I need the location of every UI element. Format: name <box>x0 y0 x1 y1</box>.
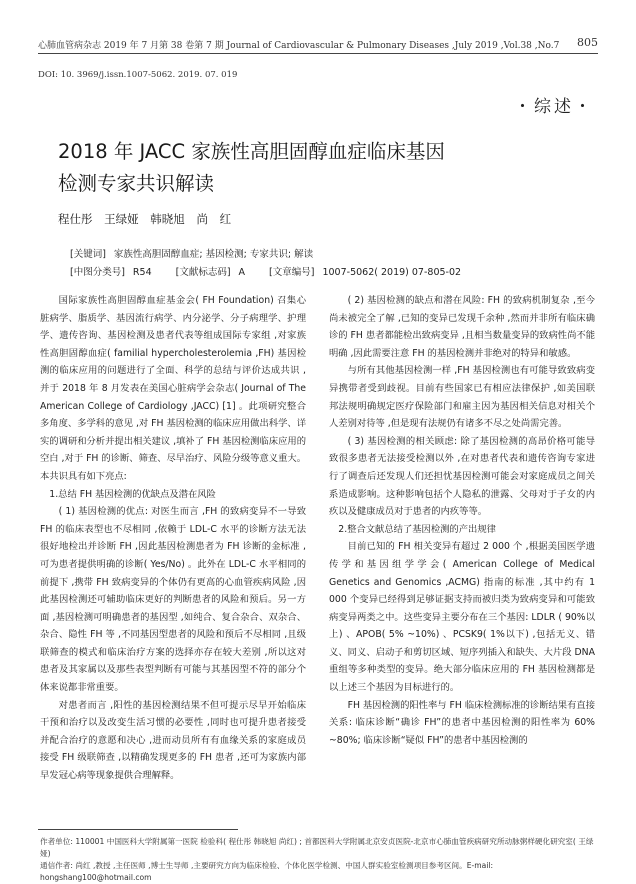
article-no-label: [文章编号] <box>269 267 315 278</box>
clc-value: R54 <box>132 267 152 278</box>
keywords-row <box>70 246 570 260</box>
doc-code-value: A <box>238 267 246 278</box>
paragraph-disadvantages: ( 2) 基因检测的缺点和潜在风险: FH 的致病机制复杂 ,至今尚未被完全了解 ,已知的变异已发现千余种 ,然而并非所有临床确诊的 FH 患者都能检出致病变异 ,且相当数量变异的致病性尚不能明确 ,因此需要注意 FH 的基因检测并非绝对的特异和敏感。 <box>329 295 595 359</box>
keywords-label: [关键词] <box>70 249 106 260</box>
left-column <box>40 292 306 785</box>
footnote-rule <box>38 829 238 830</box>
journal-header: 心肺血管病杂志 2019 年 7 月第 38 卷第 7 期 Journal of Cardiovascular & Pulmonary Diseases ,July 2019 ,Vol.38 ,No.7 <box>38 41 560 51</box>
title-line-2: 检测专家共识解读 <box>58 172 215 195</box>
footnotes <box>40 836 600 884</box>
section-heading-1: 1.总结 FH 基因检测的优缺点及潜在风险 <box>49 488 216 500</box>
paragraph-patients: 对患者而言 ,阳性的基因检测结果不但可提示尽早开始临床干预和治疗以及改变生活习惯的必要性 ,同时也可提升患者接受并配合治疗的意愿和决心 ,进而动员所有有血缘关系的家庭成员接受 FH 级联筛查 ,以精确发现更多的 FH 患者 ,还可为家族内部早发冠心病等现象提供合理解释。 <box>40 699 306 782</box>
clc-label: [中图分类号] <box>70 267 125 278</box>
title-line-1: 2018 年 JACC 家族性高胆固醇血症临床基因 <box>58 140 445 163</box>
doc-code-label: [文献标志码] <box>175 267 231 278</box>
classification-row <box>70 264 570 278</box>
paragraph-discrimination: 与所有其他基因检测一样 ,FH 基因检测也有可能导致致病变异携带者受到歧视。目前有些国家已有相应法律保护 ,如美国联邦法规明确规定医疗保险部门和雇主因为基因相关信息对相关个人差别对待等 ,但是现有法规仍有诸多不尽之处尚需完善。 <box>329 365 595 430</box>
paragraph-concerns: ( 3) 基因检测的相关顾虑: 除了基因检测的高昂价格可能导致很多患者无法接受检测以外 ,在对患者代表和遗传咨询专家进行了调查后还发现人们还担忧基因检测可能会对家庭成员之间关系造成影响。这种影响包括个人隐私的泄露、父母对于子女的内疚以及健康成员对于患者的内疚等等。 <box>329 435 595 518</box>
right-column <box>329 292 595 749</box>
footnote-correspondence: 通信作者: 尚红 ,教授 ,主任医师 ,博士生导师 ,主要研究方向为临床检验、个体化医学检测、中国人群实验室检测项目参考区间。E-mail: hongshang100@hotmail.com <box>40 861 494 882</box>
paragraph-advantages: ( 1) 基因检测的优点: 对医生而言 ,FH 的致病变异不一导致 FH 的临床表型也不尽相同 ,依赖于 LDL-C 水平的诊断方法无法很好地检出并诊断 FH ,因此基因检测患者为 FH 诊断的金标准 ,可为患者提供明确的诊断( Yes/No) 。此外在 LDL-C 水平相同的前提下 ,携带 FH 致病变异的个体仍有更高的心血管疾病风险 ,因此基因检测还可辅助临床更好的判断患者的风险和预后。另一方面 ,基因检测可明确患者的基因型 ,如纯合、复合杂合、双杂合、杂合、隐性 FH 等 ,不同基因型患者的风险和预后不尽相同 ,且级联筛查的模式和临床治疗方案的选择亦存在较大差别 ,所以这对患者及其家属以及那些表型判断有可能与其基因型不符的部分个体来说都非常重要。 <box>40 506 306 694</box>
section-tag: ・综述・ <box>514 97 594 117</box>
header-rule <box>38 53 598 54</box>
article-no-value: 1007-5062( 2019) 07-805-02 <box>322 267 462 278</box>
doi: DOI: 10. 3969/j.issn.1007-5062. 2019. 07. 019 <box>38 70 238 80</box>
page-number: 805 <box>577 36 598 49</box>
authors: 程仕彤 王绿娅 韩晓旭 尚 红 <box>58 212 232 226</box>
section-heading-2: 2.整合文献总结了基因检测的产出规律 <box>338 523 496 535</box>
paragraph-positive-rate: FH 基因检测的阳性率与 FH 临床检测标准的诊断结果有直接关系: 临床诊断“确诊 FH”的患者中基因检测的阳性率为 60% ~80%; 临床诊断“疑似 FH”的患者中基因检测的 <box>329 699 595 746</box>
paragraph-variants: 目前已知的 FH 相关变异有超过 2 000 个 ,根据美国医学遗传学和基因组学学会( American College of Medical Genetics and Genomics ,ACMG) 指南的标准 ,其中约有 1 000 个变异已经得到足够证据支持而被归类为致病变异和可能致病变异两类之中。这些变异主要分布在三个基因: LDLR ( 90%以上) 、APOB( 5% ~10%) 、PCSK9( 1%以下) ,包括无义、错义、同义、启动子和剪切区域、短序列插入和缺失、大片段 DNA 重组等多种类型的变异。绝大部分临床应用的 FH 基因检测都是以上述三个基因为目标进行的。 <box>329 541 595 694</box>
paragraph-intro: 国际家族性高胆固醇血症基金会( FH Foundation) 召集心脏病学、脂质学、基因流行病学、内分泌学、分子病理学、护理学、遗传咨询、基因检测及患者代表等组成国际专家组 ,对家族性高胆固醇血症( familial hypercholesterolemia ,FH) 基因检测的临床应用的问题进行了全面、科学的总结与评价达成共识 ,并于 2018 年 8 月发表在美国心脏病学会杂志( Journal of The American College of Cardiology ,JACC) [1] 。此项研究整合多角度、多学科的意见 ,对 FH 基因检测的临床应用做出科学、详实的调研和分析并提出相关建议 ,填补了 FH 基因检测临床应用的空白 ,对于 FH 的诊断、筛查、尽早治疗、风险分级等意义重大。本共识具有如下亮点: <box>40 295 306 482</box>
article-title <box>58 136 578 200</box>
footnote-affiliation: 作者单位: 110001 中国医科大学附属第一医院 检验科( 程仕彤 韩晓旭 尚红) ; 首都医科大学附属北京安贞医院-北京市心肺血管疾病研究所动脉粥样硬化研究室( 王绿娅) <box>40 837 594 858</box>
keywords: 家族性高胆固醇血症; 基因检测; 专家共识; 解读 <box>113 249 314 260</box>
